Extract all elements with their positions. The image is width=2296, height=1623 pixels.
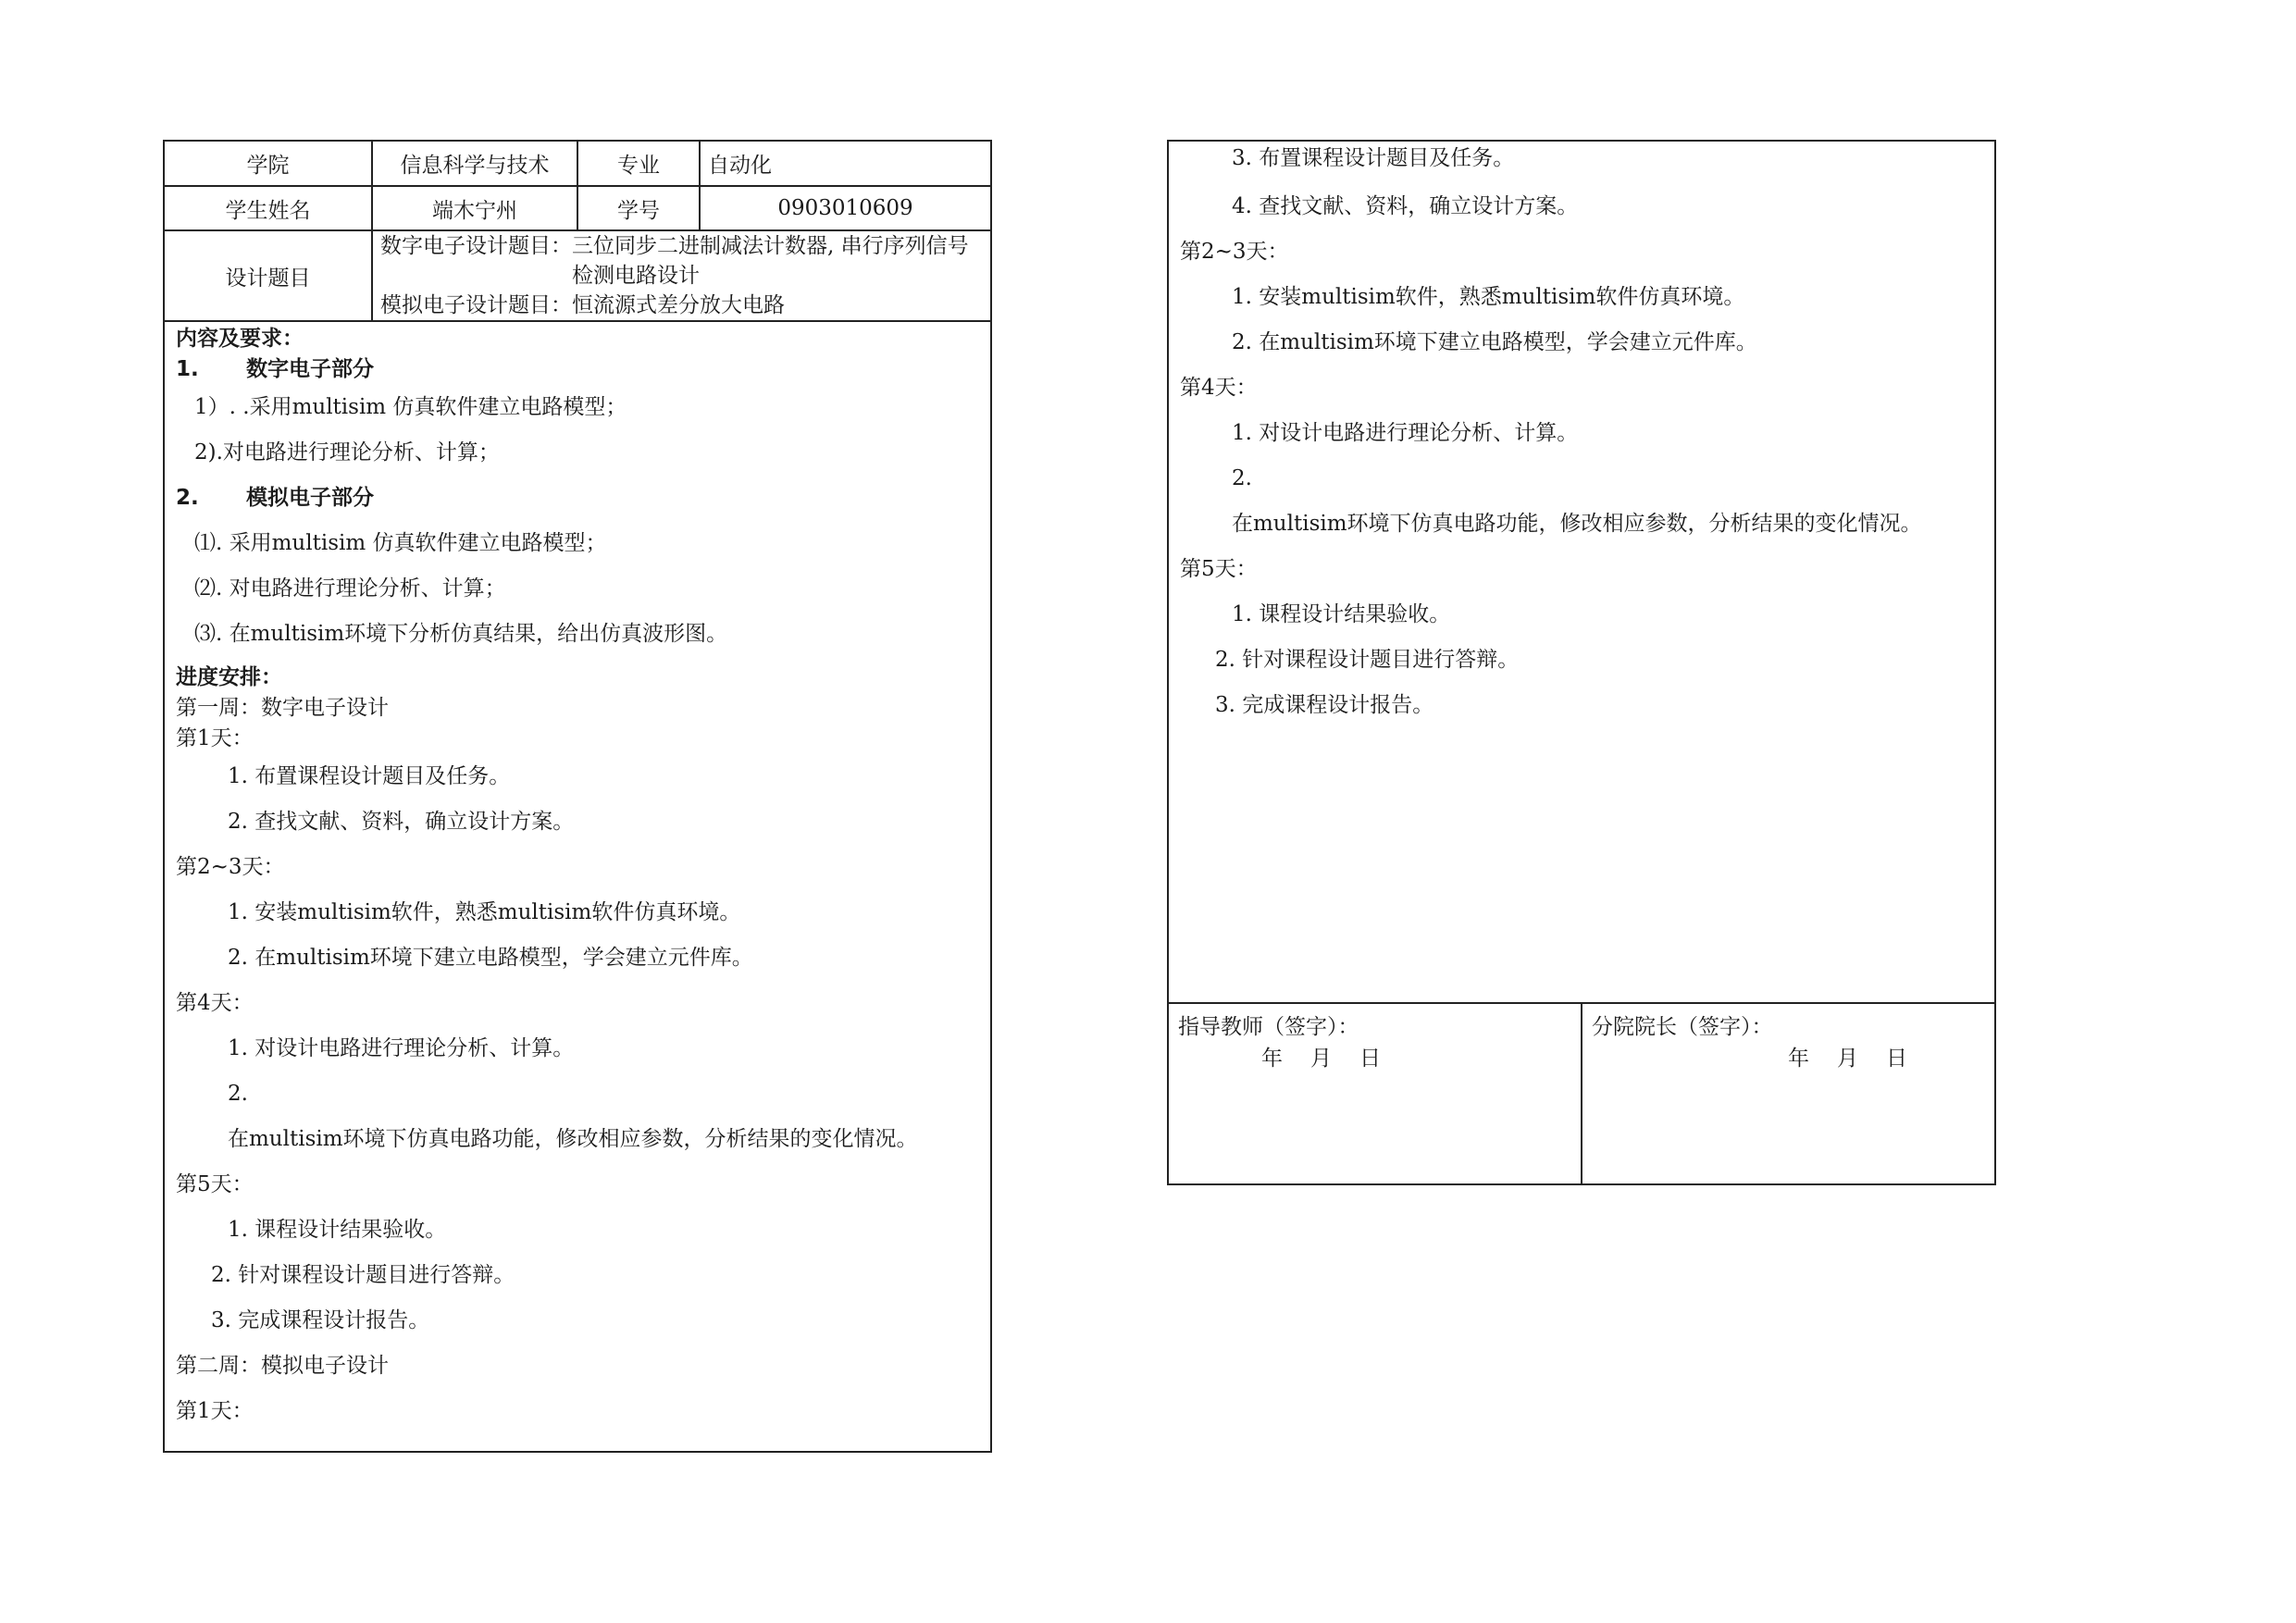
teacher-signature-label: 指导教师（签字）： <box>1178 1015 1359 1039</box>
analog-topic-value: 恒流源式差分放大电路 <box>572 293 785 317</box>
dean-date <box>1788 1041 1935 1072</box>
info-table <box>165 142 990 322</box>
analog-topic <box>373 291 990 320</box>
day4-item-1: 1. 对设计电路进行理论分析、计算。 <box>228 1036 575 1060</box>
dean-year: 年 <box>1788 1047 1809 1071</box>
analog-topic-label: 模拟电子设计题目： <box>380 293 572 317</box>
week2-day23-label: 第2~3天： <box>1180 240 1289 264</box>
dean-month: 月 <box>1837 1047 1858 1071</box>
digital-item-1: 1）. .采用multisim 仿真软件建立电路模型； <box>194 395 627 419</box>
digital-item-2: 2).对电路进行理论分析、计算； <box>194 440 500 465</box>
dean-signature-cell <box>1581 1004 1994 1183</box>
student-value: 端木宁州 <box>372 186 577 230</box>
week2-day5-item-1: 1. 课程设计结果验收。 <box>1232 602 1451 626</box>
week2-day5-item-2: 2. 针对课程设计题目进行答辩。 <box>1215 648 1520 672</box>
teacher-date <box>1261 1041 1409 1072</box>
digital-topic <box>373 231 990 291</box>
analog-item-3: ⑶. 在multisim环境下分析仿真结果，给出仿真波形图。 <box>194 622 728 646</box>
student-label: 学生姓名 <box>165 186 372 230</box>
teacher-signature-cell <box>1169 1004 1581 1183</box>
day1-item-2: 2. 查找文献、资料，确立设计方案。 <box>228 810 575 834</box>
day23-item-2: 2. 在multisim环境下建立电路模型，学会建立元件库。 <box>228 946 753 970</box>
id-label: 学号 <box>577 186 700 230</box>
major-label: 专业 <box>577 142 700 186</box>
day5-item-1: 1. 课程设计结果验收。 <box>228 1218 447 1242</box>
college-label: 学院 <box>165 142 372 186</box>
day1-label: 第1天： <box>176 726 254 750</box>
topic-cell <box>372 230 990 321</box>
college-value: 信息科学与技术 <box>372 142 577 186</box>
week2-day4-item-2-text: 在multisim环境下仿真电路功能，修改相应参数，分析结果的变化情况。 <box>1232 512 1922 536</box>
week2-day23-item-2: 2. 在multisim环境下建立电路模型，学会建立元件库。 <box>1232 330 1757 354</box>
day5-item-3: 3. 完成课程设计报告。 <box>211 1308 430 1332</box>
day23-label: 第2~3天： <box>176 855 285 879</box>
requirements-heading: 内容及要求： <box>176 327 304 351</box>
signature-section <box>1169 1002 1994 1183</box>
week2-day5-label: 第5天： <box>1180 557 1258 581</box>
week2-day23-item-1: 1. 安装multisim软件，熟悉multisim软件仿真环境。 <box>1232 285 1745 309</box>
teacher-day: 日 <box>1359 1047 1381 1071</box>
week2-day1-item-4: 4. 查找文献、资料，确立设计方案。 <box>1232 194 1579 218</box>
dean-day: 日 <box>1886 1047 1907 1071</box>
analog-item-2: ⑵. 对电路进行理论分析、计算； <box>194 576 506 601</box>
left-page <box>163 140 992 1453</box>
content-section <box>165 322 990 1434</box>
schedule-continued <box>1169 142 1994 728</box>
day1-item-1: 1. 布置课程设计题目及任务。 <box>228 764 511 788</box>
day4-label: 第4天： <box>176 991 254 1015</box>
day4-item-2: 2. <box>228 1082 248 1106</box>
id-value: 0903010609 <box>700 186 990 230</box>
dean-signature-label: 分院院长（签字）： <box>1592 1015 1773 1039</box>
major-value: 自动化 <box>700 142 990 186</box>
week2-day4-label: 第4天： <box>1180 376 1258 400</box>
day4-item-2-text: 在multisim环境下仿真电路功能，修改相应参数，分析结果的变化情况。 <box>228 1127 918 1151</box>
digital-topic-value: 三位同步二进制减法计数器, 串行序列信号检测电路设计 <box>572 234 969 288</box>
digital-topic-label: 数字电子设计题目： <box>380 234 572 258</box>
week1-title: 第一周：数字电子设计 <box>176 696 389 720</box>
analog-section-title: 2. 模拟电子部分 <box>176 486 374 510</box>
schedule-heading: 进度安排： <box>176 665 282 689</box>
week2-day4-item-1: 1. 对设计电路进行理论分析、计算。 <box>1232 421 1579 445</box>
day5-label: 第5天： <box>176 1172 254 1196</box>
week2-day5-item-3: 3. 完成课程设计报告。 <box>1215 693 1434 717</box>
analog-item-1: ⑴. 采用multisim 仿真软件建立电路模型； <box>194 531 607 555</box>
week2-title: 第二周：模拟电子设计 <box>176 1354 389 1378</box>
digital-section-title: 1. 数字电子部分 <box>176 357 374 381</box>
right-page <box>1167 140 1996 1185</box>
week2-day4-item-2: 2. <box>1232 466 1252 490</box>
teacher-year: 年 <box>1261 1047 1283 1071</box>
week2-day1-label: 第1天： <box>176 1399 254 1423</box>
week2-day1-item-3: 3. 布置课程设计题目及任务。 <box>1232 146 1515 170</box>
day23-item-1: 1. 安装multisim软件，熟悉multisim软件仿真环境。 <box>228 900 741 924</box>
topic-label: 设计题目 <box>165 230 372 321</box>
teacher-month: 月 <box>1310 1047 1332 1071</box>
day5-item-2: 2. 针对课程设计题目进行答辩。 <box>211 1263 515 1287</box>
